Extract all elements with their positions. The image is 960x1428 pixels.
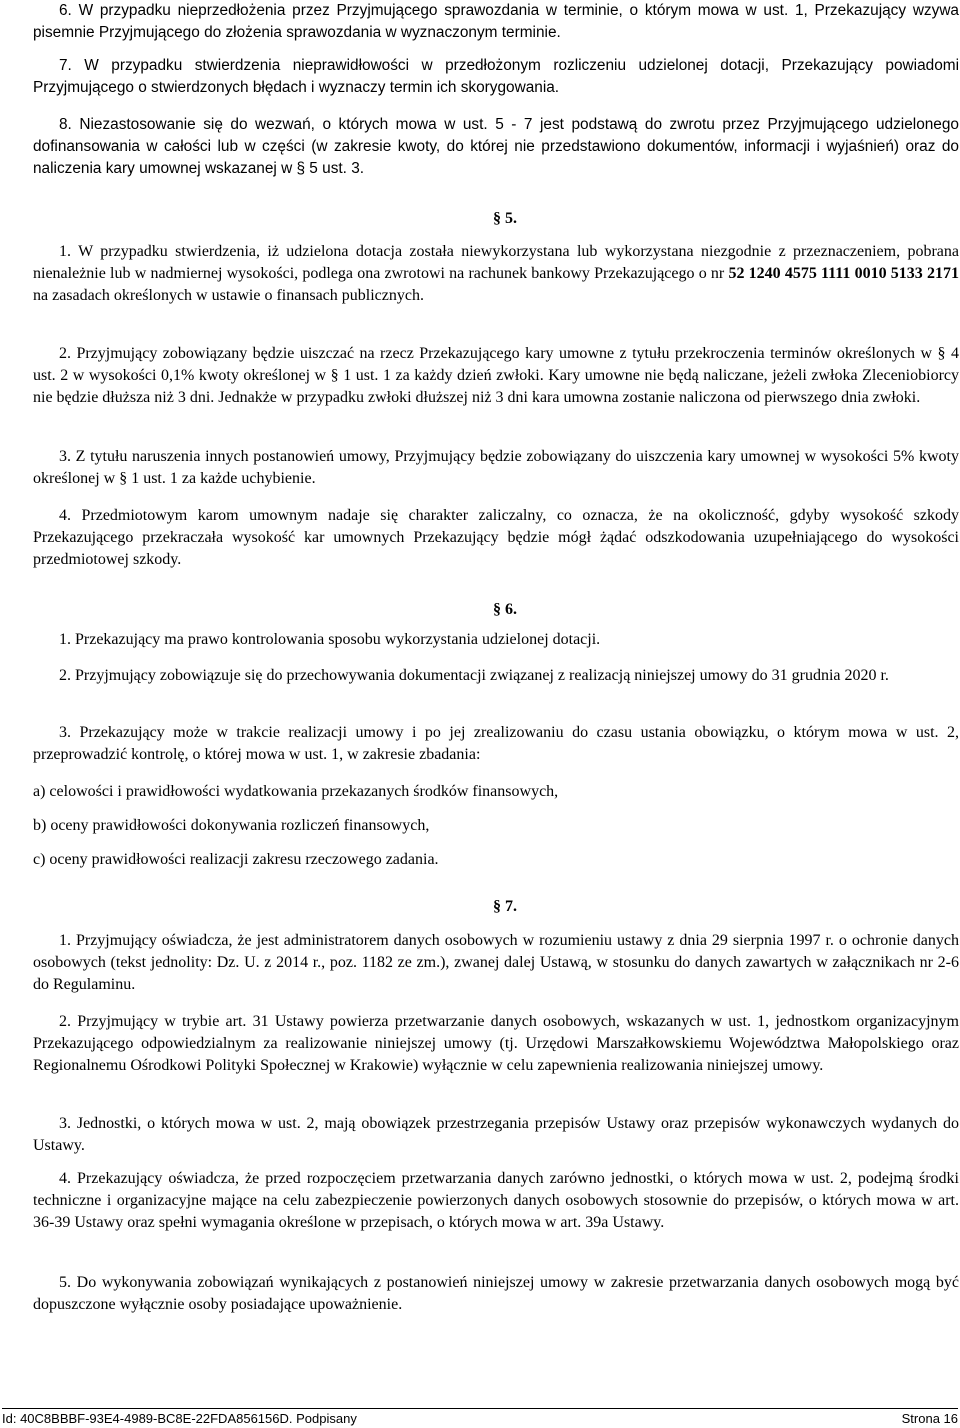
paragraph-7-1: 1. Przyjmujący oświadcza, że jest administratorem danych osobowych w rozumieniu ustawy z dnia 29 sierpnia 1997 r. o ochronie danych osobowych (tekst jednolity: Dz. U. z 2014 r., poz. 1182 ze zm.), zwanej dalej Ustawą, w stosunku do danych zawartych w załącznikach nr 2-6 do Regulaminu. — [33, 932, 959, 993]
paragraph-7-2-wrap — [33, 1011, 959, 1077]
list-item-a-wrap — [33, 781, 959, 803]
paragraph-4-6: 6. W przypadku nieprzedłożenia przez Przyjmującego sprawozdania w terminie, o którym mowa w ust. 1, Przekazujący wzywa pisemnie Przyjmującego do złożenia sprawozdania w wyznaczonym terminie. — [33, 2, 959, 41]
page-number: Strona 16 — [901, 1411, 958, 1426]
paragraph-6-2-wrap — [33, 665, 959, 687]
paragraph-6-3: 3. Przekazujący może w trakcie realizacji umowy i po jej zrealizowaniu do czasu ustania obowiązku, o którym mowa w ust. 2, przeprowadzić kontrolę, o której mowa w ust. 1, w zakresie zbadania: — [33, 724, 959, 763]
paragraph-6-2: 2. Przyjmujący zobowiązuje się do przechowywania dokumentacji związanej z realizacją niniejszej umowy do 31 grudnia 2020 r. — [59, 667, 889, 684]
paragraph-7-5-wrap — [33, 1272, 959, 1316]
paragraph-6-1: 1. Przekazujący ma prawo kontrolowania sposobu wykorzystania udzielonej dotacji. — [59, 631, 601, 648]
paragraph-5-1-wrap — [33, 241, 959, 307]
paragraph-7-5: 5. Do wykonywania zobowiązań wynikających z postanowień niniejszej umowy w zakresie przetwarzania danych osobowych mogą być dopuszczone wyłącznie osoby posiadające upoważnienie. — [33, 1274, 959, 1313]
paragraph-5-3: 3. Z tytułu naruszenia innych postanowień umowy, Przyjmujący będzie zobowiązany do uiszczenia kary umownej w wysokości 5% kwoty określonej w § 1 ust. 1 za każde uchybienie. — [33, 448, 959, 487]
page-footer — [2, 1408, 958, 1426]
paragraph-5-3-wrap — [33, 446, 959, 490]
paragraph-5-4: 4. Przedmiotowym karom umownym nadaje się charakter zaliczalny, co oznacza, że na okoliczność, gdyby wysokość szkody Przekazującego przekraczała wysokość kar umownych Przekazujący będzie mógł żądać odszkodowania uzupełniającego do wysokości przedmiotowej szkody. — [33, 507, 959, 568]
paragraph-7-4-wrap — [33, 1168, 959, 1234]
paragraph-4-8: 8. Niezastosowanie się do wezwań, o których mowa w ust. 5 - 7 jest podstawą do zwrotu przez Przyjmującego udzielonego dofinansowania w całości lub w części (w zakresie kwoty, do której nie przedstawiono dokumentów, informacji i wyjaśnień) oraz do naliczenia kary umownej wskazanej w § 5 ust. 3. — [33, 116, 959, 177]
paragraph-7-4: 4. Przekazujący oświadcza, że przed rozpoczęciem przetwarzania danych zarówno jednostki, o których mowa w ust. 2, podejmą środki techniczne i organizacyjne mające na celu zabezpieczenie powierzonych danych osobowych stosownie do przepisów, o których mowa w art. 36-39 Ustawy oraz spełni wymagania określone w przepisach, o których mowa w art. 39a Ustawy. — [33, 1170, 959, 1231]
paragraph-7-1-wrap — [33, 930, 959, 996]
paragraph-7-3: 3. Jednostki, o których mowa w ust. 2, mają obowiązek przestrzegania przepisów Ustawy oraz przepisów wykonawczych wydanych do Ustawy. — [33, 1115, 959, 1154]
section5-heading: § 5. — [493, 210, 517, 227]
paragraph-6-1-wrap — [33, 629, 959, 651]
list-item-b-wrap — [33, 815, 959, 837]
paragraph-5-1-text-end: na zasadach określonych w ustawie o finansach publicznych. — [33, 287, 424, 304]
paragraph-4-7-wrap — [33, 55, 959, 99]
bank-account-number: 52 1240 4575 1111 0010 5133 2171 — [728, 265, 959, 282]
paragraph-4-8-wrap — [33, 114, 959, 180]
paragraph-5-1-text: 1. W przypadku stwierdzenia, iż udzielona dotacja została niewykorzystana lub wykorzystana niezgodnie z przeznaczeniem, pobrana nienależnie lub w nadmiernej wysokości, podlega ona zwrotowi na rachunek bankowy Przekazującego o nr — [33, 243, 959, 282]
paragraph-7-3-wrap — [33, 1113, 959, 1157]
list-item-c-wrap — [33, 849, 959, 871]
list-item-b: b) oceny prawidłowości dokonywania rozliczeń finansowych, — [33, 817, 430, 834]
paragraph-5-1 — [33, 241, 959, 307]
section4-tail — [33, 0, 959, 44]
paragraph-5-2-wrap — [33, 343, 959, 409]
paragraph-5-4-wrap — [33, 505, 959, 571]
section7-heading: § 7. — [493, 898, 517, 915]
paragraph-4-7: 7. W przypadku stwierdzenia nieprawidłowości w przedłożonym rozliczeniu udzielonej dotacji, Przekazujący powiadomi Przyjmującego o stwierdzonych błędach i wyznaczy termin ich skorygowania. — [33, 57, 959, 96]
list-item-c: c) oceny prawidłowości realizacji zakresu rzeczowego zadania. — [33, 851, 439, 868]
paragraph-6-3-wrap — [33, 722, 959, 766]
section6-heading: § 6. — [493, 601, 517, 618]
list-item-a: a) celowości i prawidłowości wydatkowania przekazanych środków finansowych, — [33, 783, 559, 800]
paragraph-7-2: 2. Przyjmujący w trybie art. 31 Ustawy powierza przetwarzanie danych osobowych, wskazanych w ust. 1, jednostkom organizacyjnym Przekazującego odpowiedzialnym za realizowanie niniejszej umowy (tj. Urzędowi Marszałkowskiemu Województwa Małopolskiego oraz Regionalnemu Ośrodkowi Polityki Społecznej w Krakowie) wyłącznie w celu zapewnienia realizowania niniejszej umowy. — [33, 1013, 959, 1074]
paragraph-5-2: 2. Przyjmujący zobowiązany będzie uiszczać na rzecz Przekazującego kary umowne z tytułu przekroczenia terminów określonych w § 4 ust. 2 w wysokości 0,1% kwoty określonej w § 1 ust. 1 za każdy dzień zwłoki. Kary umowne nie będą naliczane, jeżeli zwłoka Zleceniobiorcy nie będzie dłuższa niż 3 dni. Jednakże w przypadku zwłoki dłuższej niż 3 dni kara umowna zostanie naliczona od pierwszego dnia zwłoki. — [33, 345, 959, 406]
document-id: Id: 40C8BBBF-93E4-4989-BC8E-22FDA856156D. Podpisany — [2, 1411, 357, 1426]
